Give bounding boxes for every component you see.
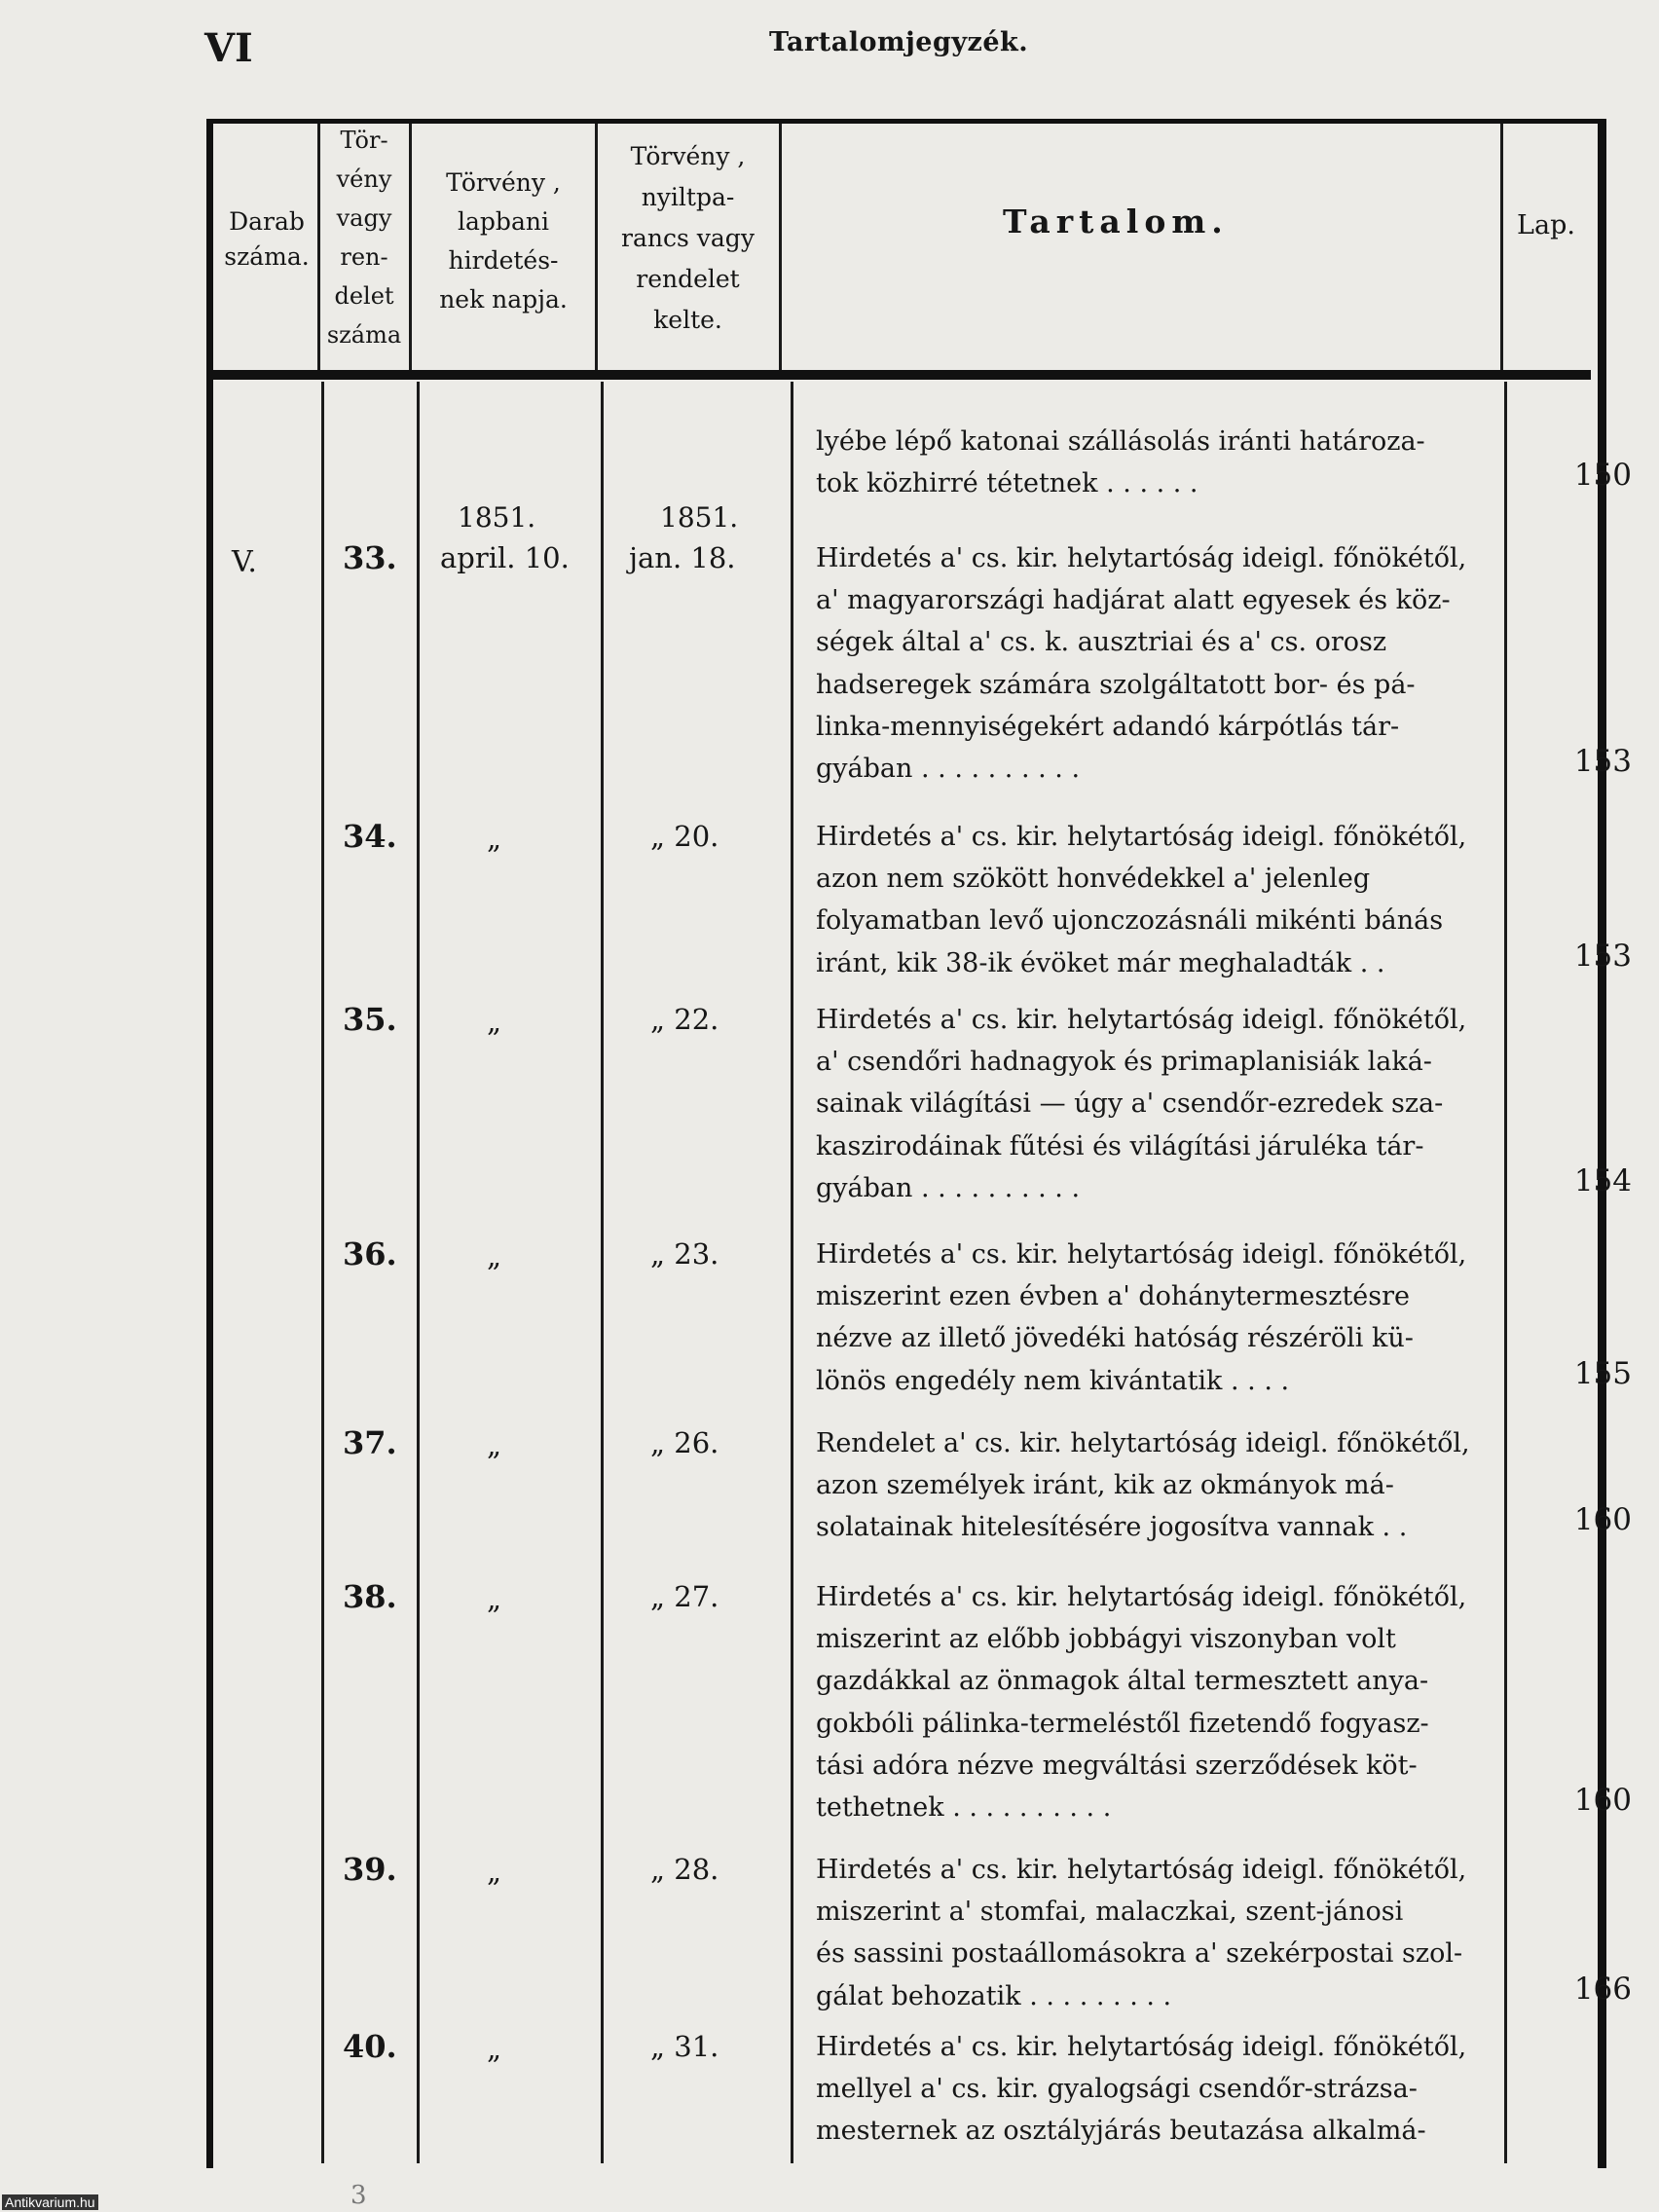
entry-content — [816, 2026, 1488, 2153]
entry-page-ref: 153 — [1573, 938, 1632, 974]
footer-mark: 3 — [350, 2181, 367, 2210]
entry-content-line: solatainak hitelesítésére jogosítva vannak . . — [816, 1512, 1408, 1543]
column-divider — [1500, 124, 1503, 379]
entry-content — [816, 816, 1488, 984]
watermark: Antikvarium.hu — [2, 2194, 98, 2210]
entry-page-ref: 155 — [1573, 1355, 1632, 1391]
entry-content-line: a' csendőri hadnagyok és primaplanisiák laká- — [816, 1047, 1432, 1078]
entry-number: 33. — [343, 539, 397, 576]
header-lap: Lap. — [1517, 210, 1575, 240]
entry-kelte-date: „ 22. — [650, 1003, 719, 1036]
entry-content-line: Hirdetés a' cs. kir. helytartóság ideigl. főnökétől, — [816, 1239, 1467, 1270]
entry-content-line: kaszirodáinak fűtési és világítási járuléka tár- — [816, 1130, 1424, 1161]
entry-content-line: mesternek az osztályjárás beutazása alkalmá- — [816, 2116, 1426, 2147]
entry-content-line: lönös engedély nem kivántatik . . . . — [816, 1365, 1290, 1396]
entry-number: 35. — [343, 1001, 397, 1038]
entry-content-line: Hirdetés a' cs. kir. helytartóság ideigl. főnökétől, — [816, 1855, 1467, 1885]
entry-content-line: sainak világítási — úgy a' csendőr-ezredek sza- — [816, 1088, 1444, 1120]
entry-content-line: gyában . . . . . . . . . . — [816, 754, 1081, 785]
entry-content-line: Hirdetés a' cs. kir. helytartóság ideigl. főnökétől, — [816, 822, 1467, 852]
entry-content — [816, 1234, 1488, 1402]
entry-number: 36. — [343, 1235, 397, 1272]
entry-kelte-date: „ 27. — [650, 1580, 719, 1613]
entry-content-line: miszerint ezen évben a' dohánytermesztésre — [816, 1281, 1411, 1312]
entry-hirdetes-date: „ — [487, 1239, 502, 1272]
column-divider — [601, 382, 604, 2163]
entry-page-ref: 166 — [1573, 1971, 1632, 2007]
entry-hirdetes-date: „ — [487, 822, 502, 855]
entry-content-line: miszerint az előbb jobbágyi viszonyban volt — [816, 1624, 1396, 1655]
entry-hirdetes-date: april. 10. — [440, 541, 570, 574]
darab-label: V. — [232, 545, 257, 579]
entry-kelte-date: jan. 18. — [629, 541, 736, 574]
entry-content-line: azon személyek iránt, kik az okmányok má- — [816, 1470, 1394, 1501]
page-title: Tartalomjegyzék. — [769, 27, 1029, 57]
entry-content-line: Hirdetés a' cs. kir. helytartóság ideigl. főnökétől, — [816, 543, 1467, 573]
header-kelte: Törvény , nyiltpa- rancs vagy rendelet kelte. — [621, 142, 755, 334]
entry-kelte-date: „ 31. — [650, 2030, 719, 2063]
entry-content-line: Hirdetés a' cs. kir. helytartóság ideigl. főnökétől, — [816, 2032, 1467, 2062]
continuation-page: 150 — [1573, 458, 1632, 493]
entry-content-line: ségek által a' cs. k. ausztriai és a' cs. orosz — [816, 627, 1387, 658]
entry-content — [816, 999, 1488, 1209]
year-kelte: 1851. — [660, 501, 739, 534]
entry-number: 40. — [343, 2028, 397, 2065]
year-hirdetes: 1851. — [458, 501, 536, 534]
entry-page-ref: 160 — [1573, 1502, 1632, 1538]
entry-hirdetes-date: „ — [487, 2032, 502, 2065]
column-divider — [791, 382, 793, 2163]
header-darab: Darab száma. — [224, 207, 310, 271]
entry-content-line: a' magyarországi hadjárat alatt egyesek és köz- — [816, 585, 1451, 616]
entry-number: 38. — [343, 1578, 397, 1615]
entry-content-line: tethetnek . . . . . . . . . . — [816, 1792, 1112, 1824]
entry-content — [816, 1576, 1488, 1828]
column-divider — [321, 382, 324, 2163]
entry-content-line: nézve az illető jövedéki hatóság részéröli kü- — [816, 1323, 1414, 1354]
entry-content-line: és sassini postaállomásokra a' szekérpostai szol- — [816, 1938, 1463, 1970]
entry-content-line: Rendelet a' cs. kir. helytartóság ideigl. főnökétől, — [816, 1428, 1470, 1458]
header-rule — [213, 370, 1591, 380]
entry-page-ref: 160 — [1573, 1783, 1632, 1818]
entry-content — [816, 1422, 1488, 1549]
header-tartalom: Tartalom. — [1003, 203, 1229, 240]
entry-content-line: miszerint a' stomfai, malaczkai, szent-jánosi — [816, 1897, 1404, 1928]
entry-content-line: linka-mennyiségekért adandó kárpótlás tár- — [816, 711, 1400, 742]
entry-content-line: gyában . . . . . . . . . . — [816, 1172, 1081, 1203]
entry-content — [816, 1849, 1488, 2017]
entry-content-line: Hirdetés a' cs. kir. helytartóság ideigl. főnökétől, — [816, 1005, 1467, 1035]
column-divider — [417, 382, 420, 2163]
entry-content — [816, 537, 1488, 790]
column-divider — [1504, 382, 1507, 2163]
entry-number: 34. — [343, 818, 397, 855]
entry-hirdetes-date: „ — [487, 1005, 502, 1038]
continuation-text: lyébe lépő katonai szállásolás iránti határoza- tok közhirré tétetnek . . . . . . — [816, 426, 1425, 499]
page-number: VI — [204, 25, 253, 71]
entry-number: 37. — [343, 1424, 397, 1461]
entry-number: 39. — [343, 1851, 397, 1888]
entry-kelte-date: „ 26. — [650, 1426, 719, 1459]
entry-content-line: gazdákkal az önmagok által termesztett anya- — [816, 1666, 1429, 1697]
header-torveny-szama: Tör- vény vagy ren- delet száma — [326, 127, 402, 349]
entry-kelte-date: „ 20. — [650, 820, 719, 853]
entry-content-line: gokbóli pálinka-termeléstől fizetendő fogyasz- — [816, 1708, 1429, 1739]
entry-page-ref: 154 — [1573, 1162, 1632, 1198]
column-divider — [779, 124, 782, 379]
entry-content-line: hadseregek számára szolgáltatott bor- és pá- — [816, 669, 1416, 700]
entry-page-ref: 153 — [1573, 744, 1632, 779]
entry-kelte-date: „ 23. — [650, 1237, 719, 1271]
entry-content-line: iránt, kik 38-ik évöket már meghaladták . . — [816, 947, 1385, 978]
entry-content-line: azon nem szökött honvédekkel a' jelenleg — [816, 864, 1371, 895]
entry-hirdetes-date: „ — [487, 1855, 502, 1888]
entry-hirdetes-date: „ — [487, 1582, 502, 1615]
entry-hirdetes-date: „ — [487, 1428, 502, 1461]
entry-kelte-date: „ 28. — [650, 1853, 719, 1886]
entry-content-line: tási adóra nézve megváltási szerződések köt- — [816, 1750, 1418, 1781]
entry-content-line: mellyel a' cs. kir. gyalogsági csendőr-strázsa- — [816, 2074, 1418, 2105]
entry-content-line: Hirdetés a' cs. kir. helytartóság ideigl. főnökétől, — [816, 1582, 1467, 1612]
entry-content-line: gálat behozatik . . . . . . . . . — [816, 1980, 1172, 2011]
entry-content-line: folyamatban levő ujonczozásnáli mikénti bánás — [816, 905, 1444, 937]
header-hirdetes-napja: Törvény , lapbani hirdetés- nek napja. — [439, 168, 568, 313]
